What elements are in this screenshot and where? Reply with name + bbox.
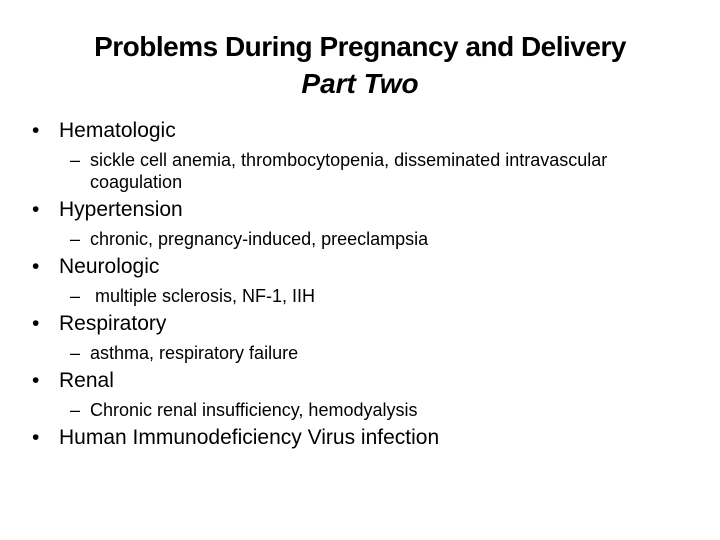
sub-bullet-text: sickle cell anemia, thrombocytopenia, disseminated intravascular coagulation [90, 150, 608, 192]
sub-bullet-text: multiple sclerosis, NF-1, IIH [90, 286, 316, 306]
bullet-item [32, 425, 682, 451]
bullet-item [32, 368, 682, 394]
bullet-label: Renal [59, 369, 114, 392]
bullet-icon: • [32, 255, 40, 278]
dash-icon: – [70, 229, 81, 249]
bullet-list [32, 114, 682, 451]
slide-title: Problems During Pregnancy and Delivery [94, 31, 626, 62]
bullet-icon: • [32, 119, 40, 142]
bullet-label: Human Immunodeficiency Virus infection [59, 426, 440, 449]
dash-icon: – [70, 343, 81, 363]
sub-bullet-text: Chronic renal insufficiency, hemodyalysis [90, 400, 418, 420]
slide-subtitle: Part Two [301, 68, 419, 99]
bullet-item [32, 311, 682, 337]
dash-icon: – [70, 400, 81, 420]
sub-bullet-item [32, 399, 682, 421]
title-block [36, 28, 684, 102]
sub-bullet-text: asthma, respiratory failure [90, 343, 299, 363]
dash-icon: – [70, 150, 81, 170]
bullet-item [32, 254, 682, 280]
sub-bullet-item [32, 285, 682, 307]
sub-bullet-item [32, 149, 682, 193]
sub-bullet-item [32, 228, 682, 250]
bullet-label: Neurologic [59, 255, 160, 278]
bullet-icon: • [32, 312, 40, 335]
sub-bullet-text: chronic, pregnancy-induced, preeclampsia [90, 229, 429, 249]
bullet-item [32, 118, 682, 144]
bullet-label: Respiratory [59, 312, 167, 335]
bullet-icon: • [32, 369, 40, 392]
bullet-icon: • [32, 198, 40, 221]
bullet-item [32, 197, 682, 223]
bullet-label: Hematologic [59, 119, 176, 142]
dash-icon: – [70, 286, 81, 306]
bullet-label: Hypertension [59, 198, 183, 221]
bullet-icon: • [32, 426, 40, 449]
sub-bullet-item [32, 342, 682, 364]
